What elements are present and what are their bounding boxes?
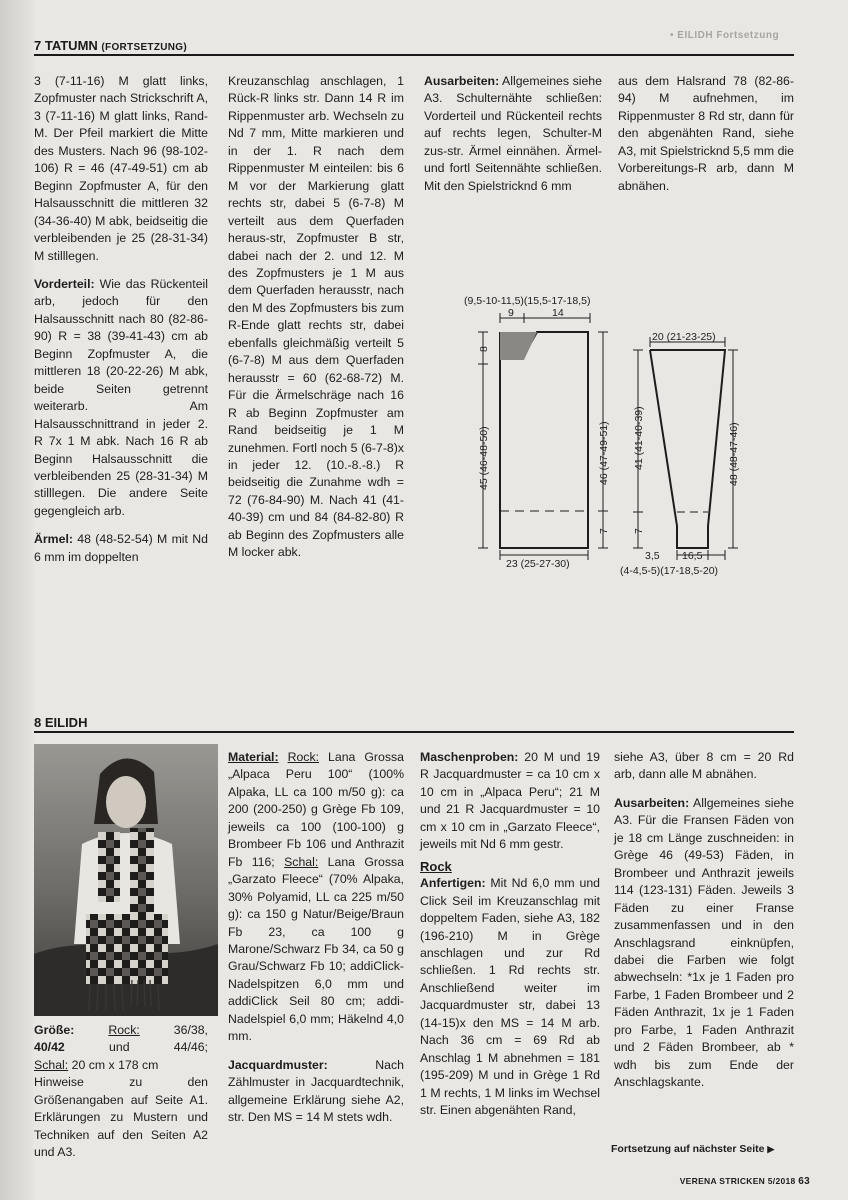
ausarbeiten-text: Allgemeines siehe A3. Schulternähte schließen: Vorderteil und Rückenteil rechts auf rechts legen, Schulter-M zus-str. Ärmel einnähen. Ärmel- und fortl Seitennähte schließen. Mit den Spielstricknd 6 mm [424, 74, 602, 193]
sizes-line-1 [34, 1022, 208, 1039]
section-7-column-4 [618, 73, 794, 206]
groesse-label: Größe: [34, 1023, 75, 1037]
footer-page-number: 63 [798, 1176, 810, 1187]
continue-text: Fortsetzung auf nächster Seite [611, 1143, 765, 1155]
rock-size-a: 36/38, [173, 1023, 208, 1037]
diagram-sleeve-top: 20 (21-23-25) [652, 331, 716, 343]
section-7-subtitle: (FORTSETZUNG) [101, 42, 187, 53]
anfertigen-label: Anfertigen: [420, 876, 486, 891]
neckline-shade [500, 332, 537, 360]
section-7-rule [34, 54, 794, 56]
diagram-dim-9: 9 [508, 307, 514, 319]
anfertigen-text: Mit Nd 6,0 mm und Click Seil im Kreuzanschlag mit doppeltem Faden, siehe A3, 182 (196-210) M in Grège anschlagen und zur Rd schließen. 1 Rd rechts str. Anschließend weiter im Jacquardmuster str, dabei 13 (14-15)x den MS = 14 M arb. Nach 36 cm = 69 Rd ab Anschlag 1 M abnehmen = 181 (195-209) M und in Grège 1 Rd 1 M rechts, 1 M links im Wechsel str. Einen abgenähten Rand, [420, 876, 600, 1118]
sleeve-outline [650, 350, 725, 548]
vorderteil-label: Vorderteil: [34, 276, 95, 291]
aermel-label: Ärmel: [34, 532, 73, 547]
diagram-sleeve-length: 41 (41-40-39) [633, 406, 645, 470]
diagram-top-sizes: (9,5-10-11,5)(15,5-17-18,5) [464, 295, 591, 307]
schal-size-line [34, 1057, 208, 1074]
section-7-column-1 [34, 73, 208, 577]
diagram-body-rib: 7 [598, 528, 610, 534]
schal-size-label: Schal: [34, 1057, 69, 1072]
model-photo [34, 744, 218, 1016]
aermel-paragraph [34, 531, 208, 566]
sizes-hint: Hinweise zu den Größenangaben auf Seite A1. Erklärungen zu Mustern und Techniken auf den Seiten A2 und A3. [34, 1075, 208, 1160]
continue-next-page[interactable] [611, 1143, 774, 1155]
rock-size-label: Rock: [108, 1023, 140, 1037]
diagram-sleeve-bottom-sizes: (4-4,5-5)(17-18,5-20) [620, 565, 719, 577]
page-gutter [0, 0, 34, 1200]
body-outline [500, 332, 588, 548]
garment-schematic [420, 290, 830, 590]
sizes-line-2 [34, 1039, 208, 1056]
section-8-column-4 [614, 749, 794, 1103]
diagram-sleeve-rib: 7 [633, 528, 645, 534]
ausarbeiten-paragraph [424, 73, 602, 195]
sizes-block [34, 1022, 208, 1162]
material-rock-text: Lana Grossa „Alpaca Peru 100“ (100% Alpaka, LL ca 100 m/50 g): ca 200 (200-250) g Grège Fb 109, jeweils ca 100 (100-100) g Brombeer Fb 106 und Anthrazit Fb 116; [228, 750, 404, 869]
aermel-continuation: Kreuzanschlag anschlagen, 1 Rück-R links str. Dann 14 R im Rippenmuster arb. Wechseln zu Nd 7 mm, Mitte markieren und in der 1. R nach dem Rippenmuster M einteilen: bis 6 M vor der Markierung glatt rechts str, dabei 5 (6-7-8) M verteilt aus dem Querfaden heraus-str, Zopfmuster B str, dabei nach der 2. und 12. M des Zopfmusters je 1 M aus dem Querfaden herausstr, nach den M des Zopfmusters bis zum R-Ende glatt rechts str, dabei ebenfalls gleichmäßig verteilt 5 (6-7-8) M aus dem Querfaden herausstr = 60 (62-68-72) M. Für die Ärmelschräge nach 16 R ab Beginn Zopfmuster am Rand beidseitig je 1 M zunehmen. Fortl noch 5 (6-7-8)x in jeder 12. (10.-8.-8.) R beidseitig die Zunahme wdh = 72 (76-84-90) M. Nach 41 (41-40-39) cm und 84 (84-82-80) R ab Beginn des Zopfmusters alle M locker abk. [228, 74, 404, 560]
section-7-column-2 [228, 73, 404, 573]
diagram-sleeve-right: 48 (48-47-46) [728, 422, 740, 486]
rock-heading: Rock [420, 858, 452, 874]
ausarbeiten-label-2: Ausarbeiten: [614, 795, 690, 810]
material-rock-label: Rock: [287, 750, 320, 764]
section-8-column-3 [420, 749, 600, 1131]
material-label: Material: [228, 750, 279, 764]
material-paragraph [228, 749, 404, 1046]
section-8-column-2 [228, 749, 404, 1138]
vorderteil-text: Wie das Rückenteil arb, jedoch für den Halsausschnitt nach 80 (82-86-90) R = 38 (39-41-43) cm ab Beginn Zopfmuster A, die mittleren 18 (20-22-26) M abk, beide Seiten getrennt weiterarb. Am Halsausschnittrand in jeder 2. R 7x 1 M abk. Nach 16 R ab Beginn Halsausschnitt die verbleibenden 25 (28-31-34) M stilllegen. Die andere Seite gegengleich arb. [34, 276, 208, 518]
maschenproben-label: Maschenproben: [420, 750, 519, 764]
rock-size-und: und [109, 1040, 130, 1055]
diagram-body-right: 46 (47-49-51) [598, 421, 610, 485]
ausarbeiten-label: Ausarbeiten: [424, 74, 500, 88]
section-7-title [34, 38, 187, 53]
section-7-column-3 [424, 73, 602, 206]
fransen-text: Allgemeines siehe A3. Für die Fransen Fäden von je 18 cm Länge zuschneiden: in Grège 46 (49-53) Fäden, in Brombeer und Anthrazit jeweils 114 (123-131) Fäden. Jeweils 3 Fäden zu einer Franse zusammenfassen und in den Anschlagsrand einknüpfen, dabei die Farben wie folgt abwechseln: *1x je 1 Faden pro Farbe, 1 Faden Brombeer und 2 Fäden Anthrazit, 1x je 1 Faden pro Farbe, 1 Faden Anthrazit und 2 Fäden Brombeer, ab * wdh bis zum Ende der Anschlagskante. [614, 795, 794, 1090]
fransen-paragraph [614, 795, 794, 1092]
rock-size-c: 44/46; [173, 1040, 208, 1055]
material-schal-text: Lana Grossa „Garzato Fleece“ (70% Alpaka, 30% Polyamid, LL ca 225 m/50 g): ca 150 g Natur/Beige/Braun Fb 23, ca 100 g Marone/Schwarz Fb 34, ca 50 g Grau/Schwarz Fb 10; addiClick-Nadelspitzen 6,0 mm und addiClick Seil 80 cm; addi-Nadelspiel 6,0 mm; Häkelnd 4,0 mm. [228, 854, 404, 1044]
page-footer [680, 1176, 810, 1187]
diagram-body-left: 45 (46-48-50) [478, 426, 490, 490]
diagram-body-bottom: 23 (25-27-30) [506, 558, 570, 570]
diagram-sleeve-bottom-a: 3,5 [645, 550, 660, 562]
section-8-title: 8 EILIDH [34, 715, 88, 730]
jacquard-text: Nach Zählmuster in Jacquardtechnik, allgemeine Erklärung siehe A2, str. Den MS = 14 M stets wdh. [228, 1057, 404, 1125]
play-arrow-icon: ▶ [767, 1144, 775, 1154]
schal-size-value: 20 cm x 178 cm [68, 1057, 159, 1072]
rueckenteil-continuation: 3 (7-11-16) M glatt links, Zopfmuster nach Strickschrift A, 3 (7-11-16) M glatt links, Rand-M. Der Pfeil markiert die Mitte des Musters. Nach 96 (98-102-106) R = 46 (47-49-51) cm ab Beginn Zopfmuster A, für den Halsausschnitt die mittleren 32 (34-36-40) M abk, beidseitig die verbleibenden je 25 (28-31-34) M stilllegen. [34, 74, 208, 263]
diagram-neck-depth: 8 [478, 346, 490, 352]
aermel-text: 48 (48-52-54) M mit Nd 6 mm im doppelten [34, 532, 208, 564]
halsrand-paragraph: aus dem Halsrand 78 (82-86-94) M aufnehmen, im Rippenmuster 8 Rd str, dann für den abgenähten Rand, siehe A3, mit Spielstricknd 5,5 mm die Vorbereitungs-R arb, dann M abnähen. [618, 74, 794, 193]
section-7-name: 7 TATUMN [34, 38, 98, 53]
ghost-header-text: • EILIDH Fortsetzung [670, 30, 780, 41]
rock-size-b: 40/42 [34, 1040, 65, 1055]
maschenproben-text: 20 M und 19 R Jacquardmuster = ca 10 cm x 10 cm in „Alpaca Peru“; 21 M und 21 R Jacquardmuster = 10 cm x 10 cm in „Garzato Fleece“, jeweils mit Nd 6 mm gestr. [420, 750, 600, 852]
anfertigen-paragraph [420, 875, 600, 1119]
jacquard-label: Jacquardmuster: [228, 1057, 328, 1072]
material-schal-label: Schal: [284, 854, 319, 869]
jacquard-paragraph [228, 1057, 404, 1127]
diagram-sleeve-bottom-b: 16,5 [682, 550, 703, 562]
section-8-rule [34, 731, 794, 733]
diagram-dim-14: 14 [552, 307, 564, 319]
vorderteil-paragraph [34, 276, 208, 520]
anfertigen-continuation: siehe A3, über 8 cm = 20 Rd arb, dann alle M abnähen. [614, 750, 794, 782]
maschenproben-paragraph [420, 749, 600, 854]
footer-magazine: VERENA STRICKEN 5/2018 [679, 1176, 796, 1186]
